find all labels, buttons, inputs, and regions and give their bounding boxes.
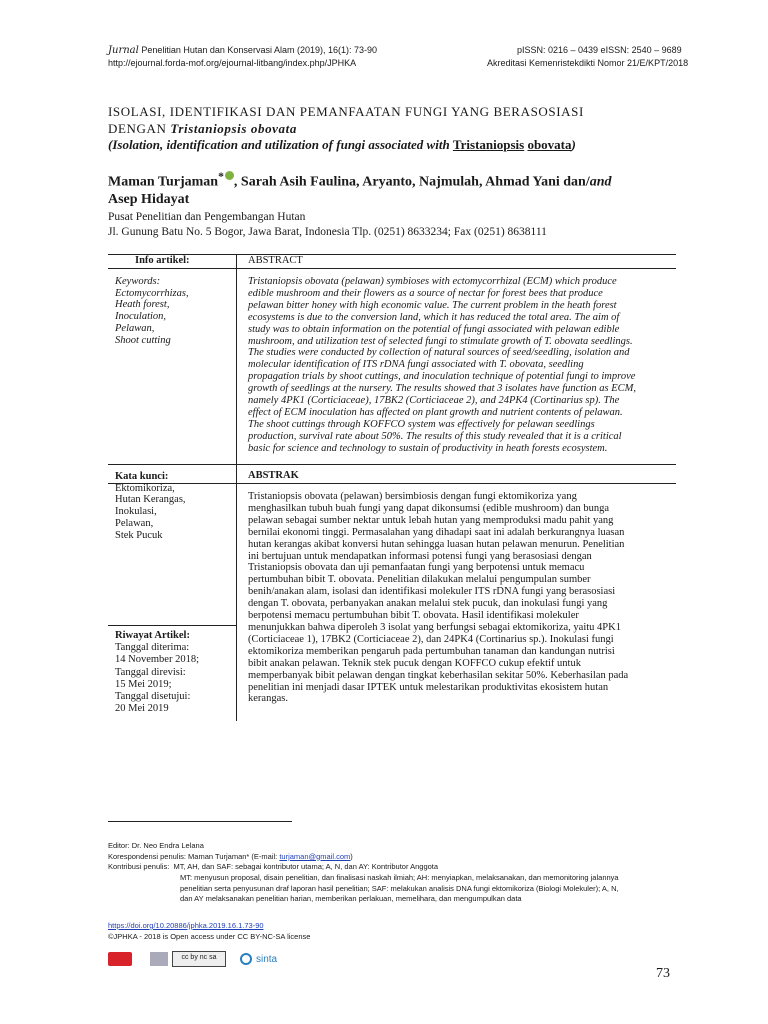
contrib-detail-line: MT: menyusun proposal, disain penelitian, dan finalisasi naskah ilmiah; AH: menyiapkan, melaksanakan, dan memonitoring jalannya <box>180 873 619 882</box>
sinta-label[interactable]: sinta <box>256 953 278 965</box>
abstrak-line: menunjukkan bahwa diperoleh 3 isolat yang berfungsi sebagai ektomikoriza, yaitu 4PK1 <box>248 621 621 633</box>
kata-kunci-label: Kata kunci: <box>115 471 169 482</box>
article-title <box>108 104 678 154</box>
doi-block <box>108 921 310 942</box>
keyword-item: Ectomycorrhizas, <box>115 287 189 299</box>
riwayat-block <box>115 630 235 715</box>
abstrak-body <box>248 491 670 705</box>
abstrak-line: ini bertujuan untuk mendapatkan informasi potensi fungi yang berasosiasi dengan <box>248 550 592 562</box>
abstract-heading: ABSTRACT <box>248 255 303 266</box>
kata-kunci-item: Hutan Kerangas, <box>115 494 186 506</box>
abstrak-line: (Corticiaceae 1), 17BK2 (Corticiaceae 2), dan 24PK4 (Cortinarius sp.). Inokulasi fungi <box>248 633 614 645</box>
abstract-line: mushroom, and utilization test of selected fungi to stimulate growth of T. obovata seedlings. <box>248 335 633 347</box>
contrib-line1: MT, AH, dan SAF: sebagai kontributor utama; A, N, dan AY: Kontributor Anggota <box>173 862 439 872</box>
abstrak-line: pertumbuhan bibit T. obovata. Penelitian dilakukan melalui pengumpulan sumber <box>248 574 591 586</box>
affiliation-address: Jl. Gunung Batu No. 5 Bogor, Jawa Barat, Indonesia Tlp. (0251) 8633234; Fax (0251) 8638111 <box>108 225 547 238</box>
corr-email-link[interactable]: turjaman@gmail.com <box>279 851 351 861</box>
riwayat-item: Tanggal disetujui: <box>115 691 191 703</box>
page-number: 73 <box>656 966 670 981</box>
abstrak-line: pelawan sebagai sumber nektar untuk lebah hutan yang memproduksi madu pahit yang <box>248 514 614 526</box>
issn: pISSN: 0216 – 0439 eISSN: 2540 – 9689 <box>517 45 682 55</box>
riwayat-item: Tanggal direvisi: <box>115 666 186 678</box>
rule-riwayat <box>108 625 236 626</box>
riwayat-label: Riwayat Artikel: <box>115 630 190 641</box>
affiliation-institution: Pusat Penelitian dan Pengembangan Hutan <box>108 211 306 223</box>
spacer <box>136 952 146 966</box>
accreditation: Akreditasi Kemenristekdikti Nomor 21/E/KPT/2018 <box>487 58 689 68</box>
abstract-line: Tristaniopsis obovata (pelawan) symbioses with ectomycorrhizal (ECM) which produce <box>248 276 617 287</box>
abstract-line: growth of seedlings at the nursery. The results showed that 3 isolates have function as ECM, <box>248 383 636 395</box>
license-text: ©JPHKA - 2018 is Open access under CC BY-NC-SA license <box>108 931 311 941</box>
title-en <box>108 137 678 154</box>
abstract-line: production, survival rate about 50%. The results of this study revealed that it is a critical <box>248 430 622 442</box>
abstrak-line: bibit anakan pelawan. Teknik stek pucuk dengan KOFFCO cukup efektif untuk <box>248 657 581 669</box>
kata-kunci-block <box>115 471 235 541</box>
riwayat-item: 14 November 2018; <box>115 654 199 666</box>
journal-header <box>108 44 377 70</box>
abstrak-line: penelitian ini menjadi dasar IPTEK untuk melestarikan produktivitas ekosistem hutan <box>248 681 609 693</box>
abstrak-line: bernilai ekonomi tinggi. Permasalahan yang dihadapi saat ini adalah berkurangnya luasan <box>248 526 625 538</box>
journal-header-right <box>487 44 688 70</box>
title-en-species: obovata <box>527 137 572 152</box>
abstrak-heading: ABSTRAK <box>248 470 299 481</box>
keyword-item: Shoot cutting <box>115 334 171 346</box>
keywords-block <box>115 276 235 346</box>
abstrak-line: hutan kerangas akibat konversi hutan sehingga luasan hutan pelawan menurun. Penelitian <box>248 538 625 550</box>
riwayat-item: 15 Mei 2019; <box>115 678 172 690</box>
abstract-body <box>248 276 670 455</box>
author-first: Maman Turjaman <box>108 174 219 190</box>
keyword-item: Pelawan, <box>115 322 155 334</box>
affiliation <box>108 210 547 239</box>
contrib-detail-line: dan AY melaksanakan penelitian harian, memberikan perlakuan, memelihara, dan mengumpulkan data <box>180 894 522 904</box>
title-id-line2 <box>108 121 678 138</box>
doi-link[interactable]: https://doi.org/10.20886/jphka.2019.16.1.73-90 <box>108 921 264 930</box>
authors-rest: , Sarah Asih Faulina, Aryanto, Najmulah, Ahmad Yani dan/ <box>233 174 590 190</box>
riwayat-item: Tanggal diterima: <box>115 642 190 654</box>
abstrak-line: ektomikoriza memberikan pengaruh pada pertumbuhan tanaman dan kandungan nutrisi <box>248 645 615 657</box>
abstract-line: basic for science and technology to sustain of productivity in heath forests ecosystem. <box>248 442 608 454</box>
corresponding-mark: * <box>218 170 224 183</box>
authors-and: and <box>589 174 612 190</box>
abstract-line: The studies were conducted by collection of natural sources of seed/seedling, isolation and <box>248 347 630 359</box>
info-heading: Info artikel: <box>135 255 190 266</box>
rule-mid <box>108 464 676 465</box>
kata-kunci-item: Inokulasi, <box>115 506 157 518</box>
authors <box>108 168 678 208</box>
title-en-genus: Tristaniopsis <box>452 137 525 152</box>
footnote-rule <box>108 821 292 822</box>
journal-script: Jurnal <box>108 45 139 56</box>
abstrak-line: Tristaniopsis obovata dan uji pemanfaatan fungi yang berpotensi untuk memacu <box>248 562 585 574</box>
kata-kunci-item: Ektomikoriza, <box>115 482 175 494</box>
kata-kunci-item: Stek Pucuk <box>115 529 163 541</box>
abstract-line: pelawan bitter honey with high economic value. The current problem in the heath forest <box>248 299 617 311</box>
logos-row <box>108 950 277 966</box>
abstrak-line: berpotensi memacu pertumbuhan bibit T. obovata. Hasil identifikasi molekuler <box>248 610 579 622</box>
abstrak-line: kerangas. <box>248 693 288 705</box>
spacer <box>230 952 236 966</box>
abstract-line: molecular identification of ITS rDNA fungi associated with T. obovata, seedling <box>248 359 584 371</box>
orcid-icon[interactable] <box>225 171 234 180</box>
kata-kunci-item: Pelawan, <box>115 517 154 529</box>
authors-line2: Asep Hidayat <box>108 191 190 207</box>
abstrak-line: menghasilkan tubuh buah fungi yang dapat dikonsumsi (edible mushroom) dan bunga <box>248 502 610 514</box>
keywords-label: Keywords: <box>115 276 161 287</box>
license-badge-icon <box>150 952 168 966</box>
abstrak-line: benih/anakan alam, isolasi dan identifikasi molekuler ITS rDNA fungi yang berasosiasi <box>248 586 616 598</box>
abstract-line: effect of ECM inoculation has affected on plant growth and nutrient contents of pelawan. <box>248 406 623 418</box>
abstrak-line: Tristaniopsis obovata (pelawan) bersimbiosis dengan fungi ektomikoriza yang <box>248 491 577 502</box>
footnote-contribution <box>108 862 438 873</box>
sinta-logo-icon <box>240 953 252 965</box>
title-id-line1: ISOLASI, IDENTIFIKASI DAN PEMANFAATAN FUNGI YANG BERASOSIASI <box>108 104 584 119</box>
rule-under-heading <box>108 268 676 269</box>
abstract-line: propagation trials by shoot cuttings, and inoculation technique of potential fungi to improve <box>248 371 636 383</box>
abstract-line: ecosystems is due to the conversion land, which it has reduced the total area. The aim of <box>248 311 620 323</box>
abstract-line: The shoot cuttings through KOFFCO system was effectively for pelawan seedlings <box>248 418 595 430</box>
title-id-prefix: DENGAN <box>108 120 171 136</box>
footnote-editor: Editor: Dr. Neo Endra Lelana <box>108 841 204 850</box>
footnote-correspondence <box>108 852 438 863</box>
contrib-label: Kontribusi penulis: <box>108 862 170 872</box>
crossref-logo-icon[interactable] <box>108 952 132 966</box>
abstrak-line: memperbanyak bibit pelawan dengan tingkat keberhasilan sekitar 50%. Keberhasilan pada <box>248 669 629 681</box>
column-divider <box>236 254 237 721</box>
abstrak-line: dengan T. obovata, perbanyakan anakan melalui stek pucuk, dan inokulasi fungi yang <box>248 598 608 610</box>
abstract-line: namely 4PK1 (Corticiaceae), 17BK2 (Corticiaceae 2), and 24PK4 (Cortinarius sp). The <box>248 395 620 407</box>
corr-prefix: Korespondensi penulis: Maman Turjaman* (E-mail: <box>108 851 280 861</box>
title-species: Tristaniopsis obovata <box>170 120 297 136</box>
journal-name: Penelitian Hutan dan Konservasi Alam <box>141 45 295 55</box>
contrib-details <box>180 873 680 905</box>
keyword-item: Inoculation, <box>115 311 167 323</box>
title-en-prefix: (Isolation, identification and utilization of fungi associated with <box>108 137 453 152</box>
keyword-item: Heath forest, <box>115 299 170 311</box>
contrib-detail-line: penelitian serta penyusunan draf laporan hasil penelitian; SAF: melakukan analisis DNA fungi ektomikoriza (Biologi Molekuler); A, N, <box>180 883 619 893</box>
abstract-line: edible mushroom and their flowers as a source of nectar for forest bees that produce <box>248 287 603 299</box>
riwayat-item: 20 Mei 2019 <box>115 703 169 715</box>
cc-license-icon[interactable]: cc by nc sa <box>172 951 226 967</box>
footnotes <box>108 841 438 873</box>
corr-suffix: ) <box>350 851 353 861</box>
title-en-suffix: ) <box>571 137 576 152</box>
journal-volume: (2019), 16(1): 73-90 <box>296 45 378 55</box>
journal-url[interactable]: http://ejournal.forda-mof.org/ejournal-litbang/index.php/JPHKA <box>108 58 357 68</box>
abstract-line: study was to obtain information on the potential of fungi associated with pelawan edible <box>248 323 620 335</box>
